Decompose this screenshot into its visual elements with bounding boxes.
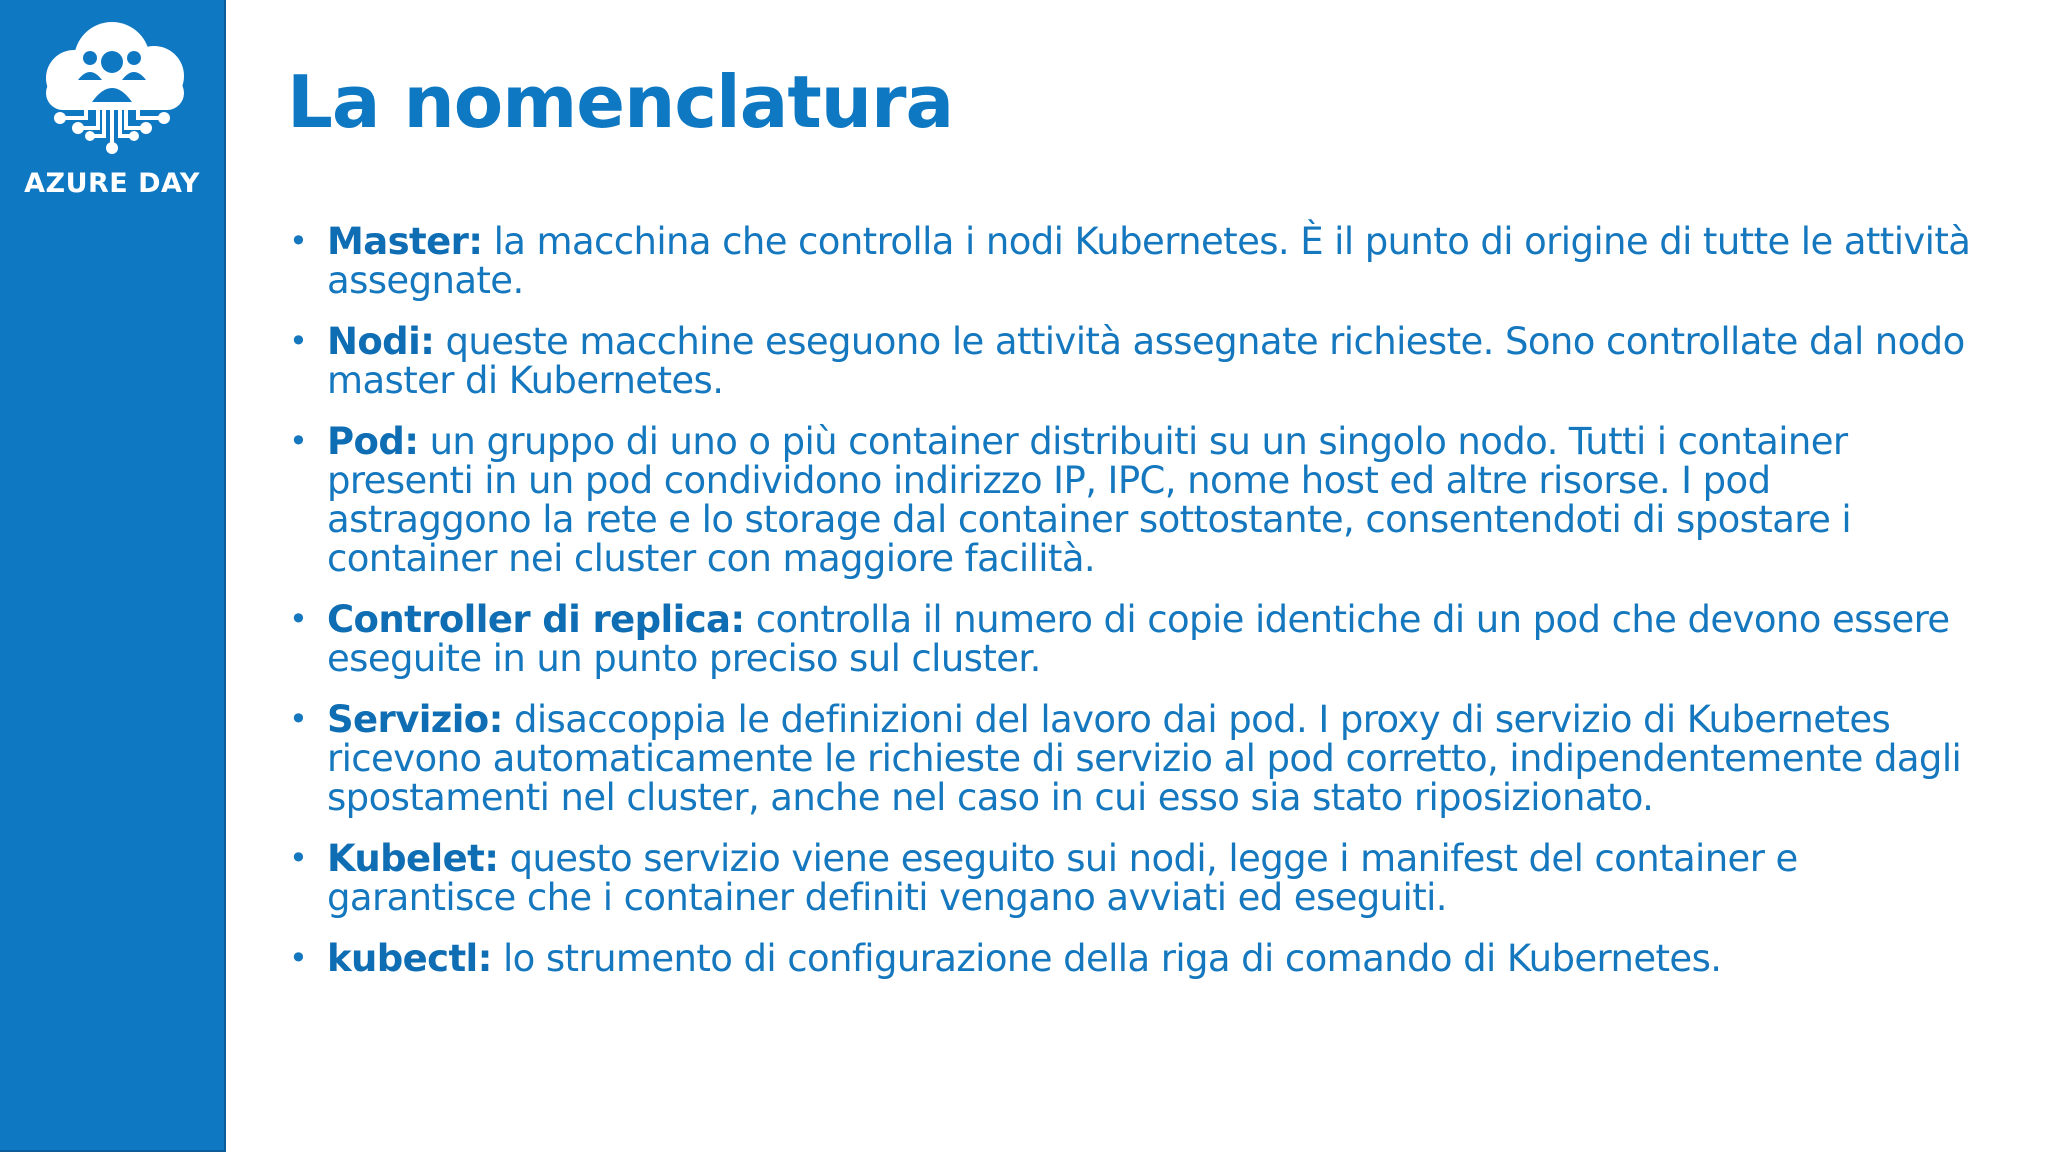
bullet-term: Kubelet: <box>327 837 499 880</box>
bullet-item-controller <box>287 600 1977 678</box>
bullet-dot-icon: • <box>289 700 308 738</box>
bullet-text: questo servizio viene eseguito sui nodi, legge i manifest del container e garantisce che i container definiti vengano avviati ed eseguiti. <box>327 837 1798 919</box>
bullet-list <box>287 222 1977 1000</box>
bullet-term: Pod: <box>327 420 419 463</box>
bullet-item-master <box>287 222 1977 300</box>
brand-name: AZURE DAY <box>24 168 200 199</box>
bullet-dot-icon: • <box>289 222 308 260</box>
bullet-text: queste macchine eseguono le attività assegnate richieste. Sono controllate dal nodo master di Kubernetes. <box>327 320 1965 402</box>
bullet-term: Nodi: <box>327 320 435 363</box>
bullet-item-kubectl <box>287 939 1977 978</box>
bullet-dot-icon: • <box>289 600 308 638</box>
cloud-people-network-icon <box>28 16 196 161</box>
bullet-text: disaccoppia le definizioni del lavoro dai pod. I proxy di servizio di Kubernetes ricevono automaticamente le richieste di servizio al pod corretto, indipendentemente dagli spostamenti nel cluster, anche nel caso in cui esso sia stato riposizionato. <box>327 698 1962 819</box>
bullet-item-servizio <box>287 700 1977 817</box>
bullet-dot-icon: • <box>289 422 308 460</box>
sidebar <box>0 0 226 1152</box>
bullet-item-kubelet <box>287 839 1977 917</box>
bullet-dot-icon: • <box>289 939 308 977</box>
bullet-text: controlla il numero di copie identiche di un pod che devono essere eseguite in un punto preciso sul cluster. <box>327 598 1950 680</box>
bullet-term: Servizio: <box>327 698 503 741</box>
bullet-dot-icon: • <box>289 322 308 360</box>
bullet-text: lo strumento di configurazione della riga di comando di Kubernetes. <box>491 937 1722 980</box>
bullet-term: Controller di replica: <box>327 598 745 641</box>
bullet-item-nodi <box>287 322 1977 400</box>
bullet-term: kubectl: <box>327 937 492 980</box>
slide-title: La nomenclatura <box>287 60 954 144</box>
bullet-term: Master: <box>327 220 483 263</box>
bullet-item-pod <box>287 422 1977 578</box>
bullet-text: un gruppo di uno o più container distribuiti su un singolo nodo. Tutti i container presenti in un pod condividono indirizzo IP, IPC, nome host ed altre risorse. I pod astraggono la rete e lo storage dal container sottostante, consentendoti di spostare i container nei cluster con maggiore facilità. <box>327 420 1852 580</box>
bullet-dot-icon: • <box>289 839 308 877</box>
bullet-text: la macchina che controlla i nodi Kubernetes. È il punto di origine di tutte le attività assegnate. <box>327 220 1971 302</box>
